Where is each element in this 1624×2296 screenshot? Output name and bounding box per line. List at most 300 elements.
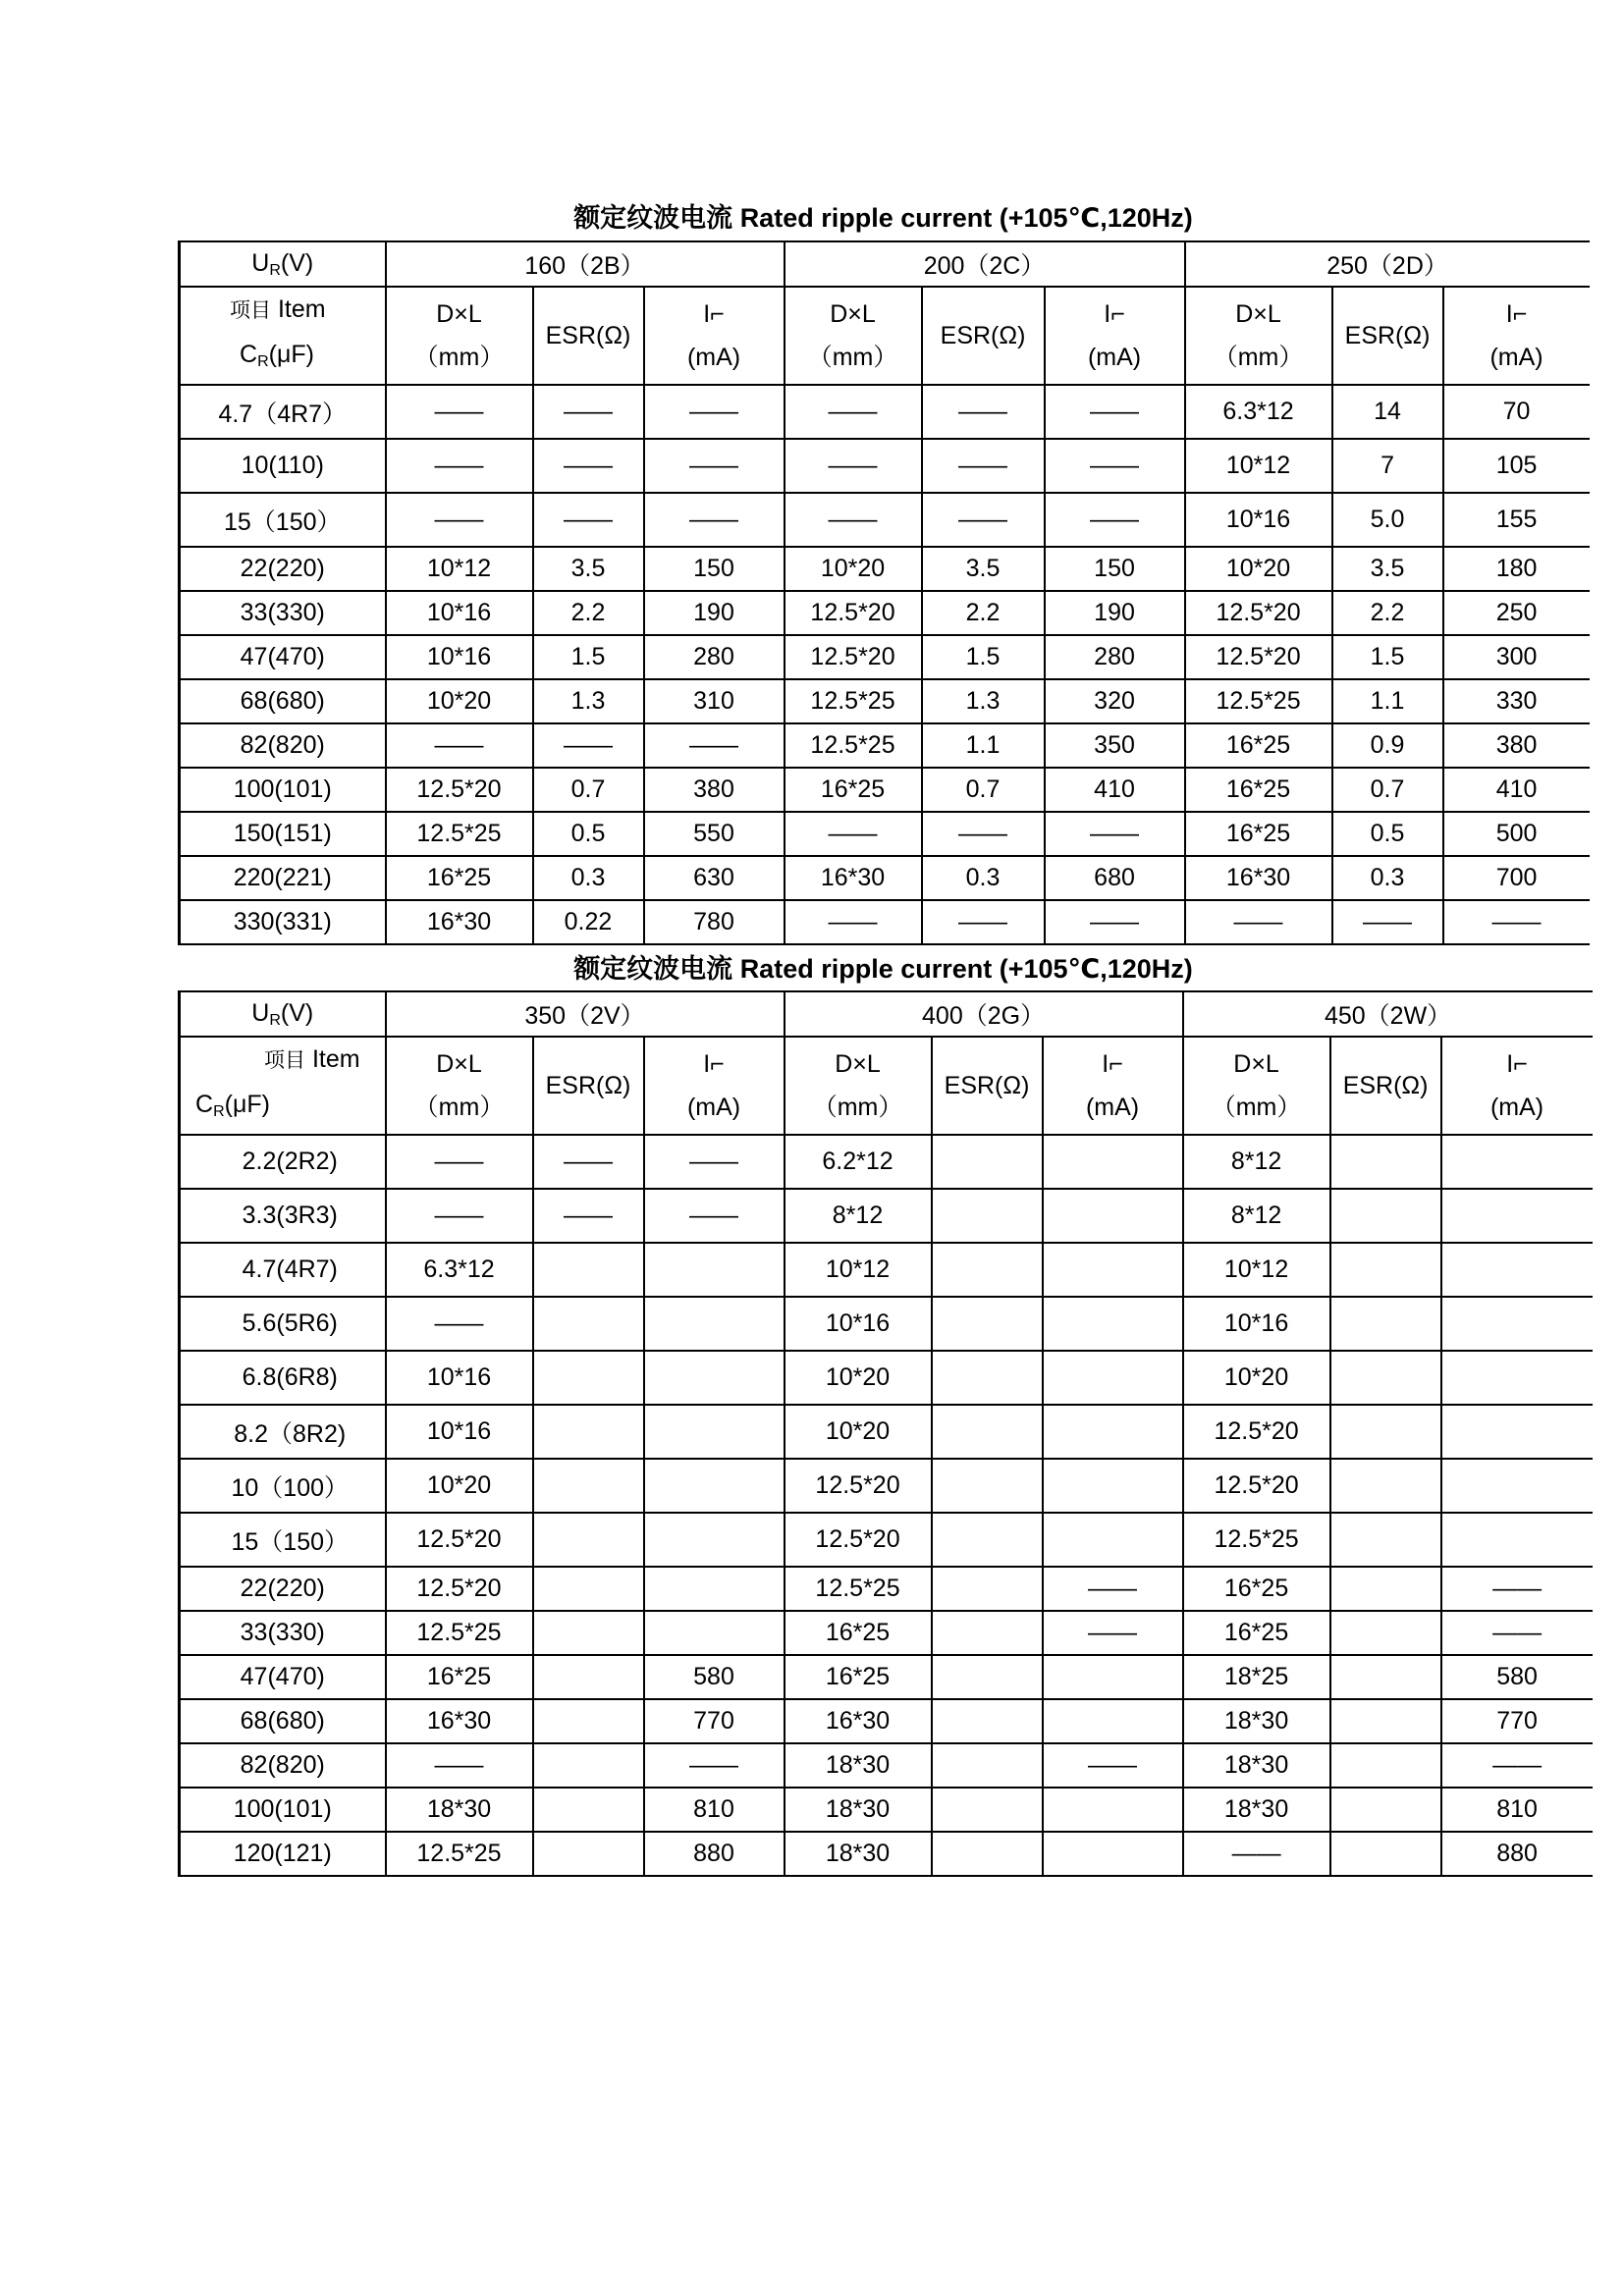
value-cell: 700 xyxy=(1443,856,1590,900)
value-cell: 10*20 xyxy=(1185,547,1332,591)
value-cell xyxy=(644,1513,785,1567)
value-cell: 16*30 xyxy=(785,1699,932,1743)
value-cell: 10*16 xyxy=(1183,1297,1330,1351)
value-cell xyxy=(644,1611,785,1655)
table-row xyxy=(180,1243,1593,1297)
value-cell: 630 xyxy=(644,856,785,900)
value-cell: —— xyxy=(785,439,922,493)
value-cell: 155 xyxy=(1443,493,1590,547)
value-cell: 16*30 xyxy=(1185,856,1332,900)
capacitance-cell: 4.7（4R7） xyxy=(180,385,386,439)
table-2-body xyxy=(180,1135,1593,1876)
value-cell: 0.5 xyxy=(533,812,644,856)
value-cell: 180 xyxy=(1443,547,1590,591)
value-cell: —— xyxy=(1043,1611,1183,1655)
value-cell xyxy=(932,1135,1043,1189)
capacitance-cell: 6.8(6R8) xyxy=(180,1351,386,1405)
value-cell: 12.5*25 xyxy=(386,812,533,856)
value-cell: 2.2 xyxy=(1332,591,1443,635)
value-cell: —— xyxy=(1441,1743,1593,1788)
value-cell: 380 xyxy=(1443,723,1590,768)
value-cell xyxy=(644,1297,785,1351)
value-cell: 16*25 xyxy=(1183,1611,1330,1655)
value-cell: 2.2 xyxy=(922,591,1045,635)
value-cell: —— xyxy=(1185,900,1332,944)
value-cell xyxy=(1330,1297,1441,1351)
table-row xyxy=(180,591,1590,635)
value-cell xyxy=(1043,1513,1183,1567)
table-row xyxy=(180,1351,1593,1405)
value-cell: 16*25 xyxy=(785,1611,932,1655)
il-header: I⌐ (mA) xyxy=(1443,287,1590,385)
value-cell: 10*16 xyxy=(386,591,533,635)
table-2-title: 额定纹波电流 Rated ripple current (+105℃,120Hz) xyxy=(573,954,1193,984)
value-cell: —— xyxy=(386,385,533,439)
value-cell: 12.5*20 xyxy=(785,1459,932,1513)
value-cell: 250 xyxy=(1443,591,1590,635)
il-header: I⌐ (mA) xyxy=(1043,1037,1183,1135)
value-cell xyxy=(1043,1135,1183,1189)
value-cell: —— xyxy=(785,812,922,856)
value-cell: 18*30 xyxy=(1183,1699,1330,1743)
value-cell xyxy=(1441,1243,1593,1297)
value-cell: 0.3 xyxy=(922,856,1045,900)
value-cell xyxy=(644,1459,785,1513)
capacitance-cell: 2.2(2R2) xyxy=(180,1135,386,1189)
value-cell: 0.3 xyxy=(533,856,644,900)
column-header-row xyxy=(180,1037,1593,1135)
value-cell: 150 xyxy=(1045,547,1185,591)
value-cell: —— xyxy=(386,439,533,493)
value-cell: 280 xyxy=(1045,635,1185,679)
value-cell: 16*25 xyxy=(1185,768,1332,812)
capacitance-cell: 47(470) xyxy=(180,635,386,679)
value-cell xyxy=(1330,1743,1441,1788)
il-header: I⌐ (mA) xyxy=(644,1037,785,1135)
value-cell xyxy=(533,1243,644,1297)
table-row xyxy=(180,1135,1593,1189)
value-cell xyxy=(533,1788,644,1832)
table-row xyxy=(180,1699,1593,1743)
voltage-group-1: 350（2V） xyxy=(386,991,785,1037)
capacitance-cell: 8.2（8R2) xyxy=(180,1405,386,1459)
table-row xyxy=(180,1743,1593,1788)
capacitance-cell: 15（150） xyxy=(180,493,386,547)
value-cell: 810 xyxy=(644,1788,785,1832)
capacitance-cell: 3.3(3R3) xyxy=(180,1189,386,1243)
value-cell: 880 xyxy=(644,1832,785,1876)
value-cell xyxy=(1330,1189,1441,1243)
value-cell xyxy=(932,1788,1043,1832)
value-cell xyxy=(1330,1832,1441,1876)
value-cell: 12.5*25 xyxy=(785,1567,932,1611)
value-cell: 410 xyxy=(1443,768,1590,812)
ripple-current-table-2 xyxy=(178,990,1593,1877)
table-row xyxy=(180,1655,1593,1699)
table-row xyxy=(180,1459,1593,1513)
value-cell: —— xyxy=(1441,1611,1593,1655)
value-cell: 190 xyxy=(1045,591,1185,635)
value-cell: 12.5*20 xyxy=(386,1513,533,1567)
value-cell: 18*30 xyxy=(785,1743,932,1788)
table-row xyxy=(180,385,1590,439)
value-cell: 3.5 xyxy=(922,547,1045,591)
value-cell: —— xyxy=(1045,812,1185,856)
ripple-current-table-1 xyxy=(178,240,1590,945)
value-cell: 500 xyxy=(1443,812,1590,856)
esr-header: ESR(Ω) xyxy=(1332,287,1443,385)
value-cell xyxy=(533,1832,644,1876)
value-cell xyxy=(533,1699,644,1743)
value-cell: 105 xyxy=(1443,439,1590,493)
item-cr-header: 项目 Item $C_R(\mu F)$ xyxy=(180,287,386,385)
table-row xyxy=(180,1788,1593,1832)
table-row xyxy=(180,547,1590,591)
value-cell: 18*30 xyxy=(785,1788,932,1832)
value-cell xyxy=(1330,1611,1441,1655)
voltage-group-3: 450（2W） xyxy=(1183,991,1593,1037)
voltage-header-row xyxy=(180,241,1590,287)
il-header: I⌐ (mA) xyxy=(1441,1037,1593,1135)
value-cell xyxy=(1043,1297,1183,1351)
value-cell: 18*30 xyxy=(785,1832,932,1876)
value-cell: 1.3 xyxy=(922,679,1045,723)
column-header-row xyxy=(180,287,1590,385)
value-cell xyxy=(533,1743,644,1788)
value-cell: —— xyxy=(1045,439,1185,493)
voltage-group-1: 160（2B） xyxy=(386,241,785,287)
value-cell xyxy=(533,1567,644,1611)
value-cell: 12.5*25 xyxy=(386,1611,533,1655)
capacitance-cell: 33(330) xyxy=(180,1611,386,1655)
value-cell: —— xyxy=(386,723,533,768)
value-cell: 10*20 xyxy=(1183,1351,1330,1405)
voltage-group-2: 200（2C） xyxy=(785,241,1185,287)
value-cell xyxy=(1043,1189,1183,1243)
table-row xyxy=(180,1297,1593,1351)
voltage-group-3: 250（2D） xyxy=(1185,241,1590,287)
capacitance-cell: 150(151) xyxy=(180,812,386,856)
capacitance-cell: 22(220) xyxy=(180,547,386,591)
capacitance-cell: 68(680) xyxy=(180,679,386,723)
value-cell: —— xyxy=(533,439,644,493)
value-cell: —— xyxy=(922,812,1045,856)
value-cell: —— xyxy=(386,1743,533,1788)
value-cell: 16*25 xyxy=(785,1655,932,1699)
value-cell: 10*16 xyxy=(1185,493,1332,547)
value-cell: —— xyxy=(922,493,1045,547)
esr-header: ESR(Ω) xyxy=(922,287,1045,385)
value-cell: 780 xyxy=(644,900,785,944)
value-cell xyxy=(932,1459,1043,1513)
dxl-header: D×L （mm） xyxy=(785,1037,932,1135)
value-cell: —— xyxy=(922,439,1045,493)
dxl-header: D×L （mm） xyxy=(1185,287,1332,385)
value-cell: —— xyxy=(386,1189,533,1243)
value-cell xyxy=(644,1567,785,1611)
capacitance-cell: 68(680) xyxy=(180,1699,386,1743)
table-row xyxy=(180,1567,1593,1611)
value-cell: 0.5 xyxy=(1332,812,1443,856)
ur-label: $U_R(V)$ xyxy=(180,991,386,1037)
value-cell: 5.0 xyxy=(1332,493,1443,547)
value-cell: 150 xyxy=(644,547,785,591)
value-cell xyxy=(1330,1351,1441,1405)
value-cell: —— xyxy=(922,900,1045,944)
value-cell: 12.5*25 xyxy=(785,723,922,768)
capacitance-cell: 82(820) xyxy=(180,723,386,768)
value-cell: 16*25 xyxy=(1185,812,1332,856)
capacitance-cell: 100(101) xyxy=(180,1788,386,1832)
capacitance-cell: 120(121) xyxy=(180,1832,386,1876)
value-cell: 12.5*20 xyxy=(1183,1405,1330,1459)
value-cell: —— xyxy=(533,385,644,439)
value-cell: —— xyxy=(386,1135,533,1189)
value-cell: —— xyxy=(644,493,785,547)
value-cell xyxy=(1043,1788,1183,1832)
value-cell: 0.7 xyxy=(1332,768,1443,812)
value-cell xyxy=(1441,1459,1593,1513)
value-cell: 6.3*12 xyxy=(1185,385,1332,439)
value-cell xyxy=(1441,1189,1593,1243)
value-cell: —— xyxy=(386,1297,533,1351)
value-cell: 10*12 xyxy=(1185,439,1332,493)
value-cell: 1.5 xyxy=(533,635,644,679)
value-cell: 0.7 xyxy=(533,768,644,812)
value-cell: 1.5 xyxy=(922,635,1045,679)
value-cell: 16*25 xyxy=(386,1655,533,1699)
value-cell: 12.5*20 xyxy=(1185,635,1332,679)
value-cell: —— xyxy=(533,493,644,547)
value-cell: 12.5*20 xyxy=(1183,1459,1330,1513)
value-cell: —— xyxy=(785,493,922,547)
value-cell: 70 xyxy=(1443,385,1590,439)
value-cell: 18*30 xyxy=(1183,1788,1330,1832)
value-cell: 10*20 xyxy=(386,679,533,723)
table-row xyxy=(180,723,1590,768)
value-cell: —— xyxy=(922,385,1045,439)
value-cell: 16*30 xyxy=(386,1699,533,1743)
value-cell: 12.5*20 xyxy=(386,768,533,812)
value-cell: —— xyxy=(1045,385,1185,439)
value-cell: 550 xyxy=(644,812,785,856)
value-cell: 12.5*20 xyxy=(785,1513,932,1567)
value-cell: 10*20 xyxy=(785,547,922,591)
value-cell: 16*30 xyxy=(785,856,922,900)
table-row xyxy=(180,1513,1593,1567)
voltage-header-row xyxy=(180,991,1593,1037)
value-cell xyxy=(932,1611,1043,1655)
capacitance-cell: 100(101) xyxy=(180,768,386,812)
capacitance-cell: 220(221) xyxy=(180,856,386,900)
capacitance-cell: 5.6(5R6) xyxy=(180,1297,386,1351)
value-cell xyxy=(533,1513,644,1567)
value-cell: 8*12 xyxy=(1183,1189,1330,1243)
value-cell: 12.5*25 xyxy=(785,679,922,723)
value-cell xyxy=(1330,1567,1441,1611)
value-cell: 16*25 xyxy=(785,768,922,812)
value-cell: 310 xyxy=(644,679,785,723)
value-cell: 8*12 xyxy=(1183,1135,1330,1189)
capacitance-cell: 47(470) xyxy=(180,1655,386,1699)
value-cell: 3.5 xyxy=(1332,547,1443,591)
value-cell: 1.3 xyxy=(533,679,644,723)
value-cell xyxy=(932,1297,1043,1351)
value-cell: 770 xyxy=(644,1699,785,1743)
capacitance-cell: 22(220) xyxy=(180,1567,386,1611)
value-cell: 1.5 xyxy=(1332,635,1443,679)
capacitance-cell: 33(330) xyxy=(180,591,386,635)
value-cell: 10*20 xyxy=(785,1405,932,1459)
value-cell xyxy=(932,1351,1043,1405)
value-cell xyxy=(1330,1655,1441,1699)
table-row xyxy=(180,635,1590,679)
value-cell: 10*16 xyxy=(386,635,533,679)
capacitance-cell: 82(820) xyxy=(180,1743,386,1788)
value-cell xyxy=(1330,1405,1441,1459)
il-header: I⌐ (mA) xyxy=(644,287,785,385)
value-cell: 680 xyxy=(1045,856,1185,900)
dxl-header: D×L （mm） xyxy=(386,287,533,385)
table-row xyxy=(180,679,1590,723)
item-cr-header: 项目 Item $C_R(\mu F)$ xyxy=(180,1037,386,1135)
value-cell: —— xyxy=(785,385,922,439)
esr-header: ESR(Ω) xyxy=(533,1037,644,1135)
capacitance-cell: 10(110) xyxy=(180,439,386,493)
value-cell: 12.5*25 xyxy=(386,1832,533,1876)
dxl-header: D×L （mm） xyxy=(785,287,922,385)
value-cell: 10*12 xyxy=(386,547,533,591)
value-cell: 330 xyxy=(1443,679,1590,723)
value-cell: —— xyxy=(533,1189,644,1243)
value-cell: 1.1 xyxy=(1332,679,1443,723)
value-cell: 0.3 xyxy=(1332,856,1443,900)
value-cell xyxy=(1441,1351,1593,1405)
value-cell xyxy=(1330,1513,1441,1567)
value-cell: —— xyxy=(1443,900,1590,944)
table-row xyxy=(180,1611,1593,1655)
value-cell: —— xyxy=(533,1135,644,1189)
value-cell xyxy=(1043,1655,1183,1699)
value-cell xyxy=(932,1832,1043,1876)
esr-header: ESR(Ω) xyxy=(533,287,644,385)
value-cell: —— xyxy=(1183,1832,1330,1876)
value-cell: 12.5*25 xyxy=(1183,1513,1330,1567)
table-1-body xyxy=(180,385,1590,944)
value-cell: 14 xyxy=(1332,385,1443,439)
table-row xyxy=(180,900,1590,944)
value-cell: —— xyxy=(644,1135,785,1189)
value-cell: 190 xyxy=(644,591,785,635)
capacitance-cell: 15（150） xyxy=(180,1513,386,1567)
value-cell xyxy=(644,1351,785,1405)
value-cell: 810 xyxy=(1441,1788,1593,1832)
value-cell: 18*30 xyxy=(386,1788,533,1832)
value-cell xyxy=(1043,1243,1183,1297)
value-cell: 10*16 xyxy=(386,1405,533,1459)
value-cell xyxy=(1043,1832,1183,1876)
capacitance-cell: 10（100） xyxy=(180,1459,386,1513)
value-cell: 770 xyxy=(1441,1699,1593,1743)
table-row xyxy=(180,1405,1593,1459)
value-cell: —— xyxy=(1441,1567,1593,1611)
value-cell xyxy=(932,1567,1043,1611)
capacitance-cell: 4.7(4R7) xyxy=(180,1243,386,1297)
value-cell: 16*25 xyxy=(1185,723,1332,768)
value-cell xyxy=(932,1405,1043,1459)
value-cell xyxy=(644,1243,785,1297)
value-cell xyxy=(533,1655,644,1699)
value-cell: 1.1 xyxy=(922,723,1045,768)
value-cell xyxy=(932,1513,1043,1567)
value-cell xyxy=(533,1351,644,1405)
table-1-title: 额定纹波电流 Rated ripple current (+105℃,120Hz) xyxy=(573,203,1193,233)
value-cell: 580 xyxy=(644,1655,785,1699)
value-cell xyxy=(644,1405,785,1459)
value-cell: 3.5 xyxy=(533,547,644,591)
value-cell xyxy=(1330,1459,1441,1513)
value-cell: 18*25 xyxy=(1183,1655,1330,1699)
value-cell: 10*20 xyxy=(386,1459,533,1513)
value-cell: —— xyxy=(1045,493,1185,547)
value-cell xyxy=(932,1743,1043,1788)
table-row xyxy=(180,439,1590,493)
value-cell: —— xyxy=(1045,900,1185,944)
value-cell xyxy=(533,1405,644,1459)
value-cell: —— xyxy=(533,723,644,768)
value-cell xyxy=(533,1297,644,1351)
value-cell: 10*20 xyxy=(785,1351,932,1405)
table-row xyxy=(180,1189,1593,1243)
esr-header: ESR(Ω) xyxy=(1330,1037,1441,1135)
value-cell: 2.2 xyxy=(533,591,644,635)
value-cell: 350 xyxy=(1045,723,1185,768)
value-cell: 580 xyxy=(1441,1655,1593,1699)
table-row xyxy=(180,768,1590,812)
value-cell: 10*16 xyxy=(785,1297,932,1351)
value-cell xyxy=(1043,1351,1183,1405)
value-cell: 12.5*20 xyxy=(785,591,922,635)
value-cell: 12.5*20 xyxy=(1185,591,1332,635)
value-cell xyxy=(533,1459,644,1513)
value-cell: 10*12 xyxy=(1183,1243,1330,1297)
value-cell: 16*25 xyxy=(1183,1567,1330,1611)
value-cell: 10*12 xyxy=(785,1243,932,1297)
value-cell xyxy=(1441,1405,1593,1459)
value-cell: 10*16 xyxy=(386,1351,533,1405)
capacitance-cell: 330(331) xyxy=(180,900,386,944)
voltage-group-2: 400（2G） xyxy=(785,991,1183,1037)
value-cell: —— xyxy=(1043,1743,1183,1788)
esr-header: ESR(Ω) xyxy=(932,1037,1043,1135)
value-cell: 12.5*20 xyxy=(386,1567,533,1611)
dxl-header: D×L （mm） xyxy=(386,1037,533,1135)
value-cell: —— xyxy=(644,723,785,768)
value-cell: 16*25 xyxy=(386,856,533,900)
value-cell xyxy=(932,1189,1043,1243)
table-row xyxy=(180,493,1590,547)
value-cell: 880 xyxy=(1441,1832,1593,1876)
table-row xyxy=(180,1832,1593,1876)
value-cell: 12.5*20 xyxy=(785,635,922,679)
value-cell xyxy=(932,1243,1043,1297)
value-cell: —— xyxy=(644,385,785,439)
value-cell xyxy=(1330,1243,1441,1297)
value-cell xyxy=(1330,1699,1441,1743)
value-cell xyxy=(1330,1788,1441,1832)
value-cell: —— xyxy=(1332,900,1443,944)
value-cell xyxy=(533,1611,644,1655)
